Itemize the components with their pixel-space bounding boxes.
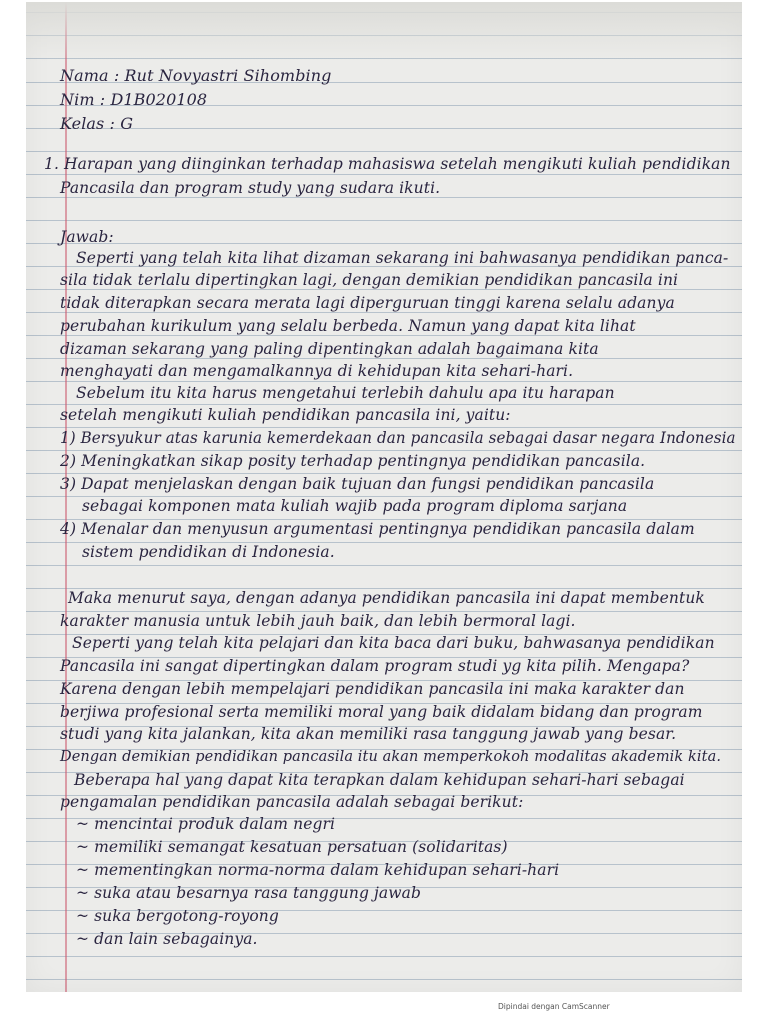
list-item: ~ suka atau besarnya rasa tanggung jawab: [76, 884, 421, 902]
paragraph-line: Maka menurut saya, dengan adanya pendidikan pancasila ini dapat membentuk: [68, 589, 705, 607]
list-item: sebagai komponen mata kuliah wajib pada program diploma sarjana: [82, 497, 628, 515]
paragraph-line: karakter manusia untuk lebih jauh baik, dan lebih bermoral lagi.: [60, 612, 576, 630]
list-item: 2) Meningkatkan sikap posity terhadap pentingnya pendidikan pancasila.: [60, 452, 646, 470]
scanner-watermark: Dipindai dengan CamScanner: [498, 1002, 610, 1011]
paragraph-line: perubahan kurikulum yang selalu berbeda. Namun yang dapat kita lihat: [60, 317, 636, 335]
list-item: 1) Bersyukur atas karunia kemerdekaan dan pancasila sebagai dasar negara Indonesia: [60, 429, 736, 447]
paragraph-line: Pancasila ini sangat dipertingkan dalam program studi yg kita pilih. Mengapa?: [60, 657, 690, 675]
paragraph-line: Sebelum itu kita harus mengetahui terlebih dahulu apa itu harapan: [76, 384, 615, 402]
paragraph-line: Seperti yang telah kita lihat dizaman sekarang ini bahwasanya pendidikan panca-: [76, 249, 729, 267]
paragraph-line: studi yang kita jalankan, kita akan memiliki rasa tanggung jawab yang besar.: [60, 725, 677, 743]
paragraph-line: Dengan demikian pendidikan pancasila itu akan memperkokoh modalitas akademik kita.: [60, 749, 722, 765]
paragraph-line: pengamalan pendidikan pancasila adalah sebagai berikut:: [60, 793, 524, 811]
list-item: ~ suka bergotong-royong: [76, 907, 279, 925]
paragraph-line: menghayati dan mengamalkannya di kehidupan kita sehari-hari.: [60, 362, 574, 380]
list-item: sistem pendidikan di Indonesia.: [82, 543, 335, 561]
paragraph-line: Seperti yang telah kita pelajari dan kita baca dari buku, bahwasanya pendidikan: [72, 634, 715, 652]
list-item: 4) Menalar dan menyusun argumentasi pentingnya pendidikan pancasila dalam: [60, 520, 695, 538]
answer-label: Jawab:: [60, 228, 114, 246]
list-item: ~ dan lain sebagainya.: [76, 930, 258, 948]
paragraph-line: tidak diterapkan secara merata lagi diperguruan tinggi karena selalu adanya: [60, 294, 675, 312]
paragraph-line: dizaman sekarang yang paling dipentingkan adalah bagaimana kita: [60, 340, 599, 358]
list-item: 3) Dapat menjelaskan dengan baik tujuan dan fungsi pendidikan pancasila: [60, 475, 655, 493]
list-item: ~ memiliki semangat kesatuan persatuan (solidaritas): [76, 838, 508, 856]
list-item: ~ mementingkan norma-norma dalam kehidupan sehari-hari: [76, 861, 560, 879]
list-item: ~ mencintai produk dalam negri: [76, 815, 336, 833]
paragraph-line: sila tidak terlalu dipertingkan lagi, dengan demikian pendidikan pancasila ini: [60, 271, 679, 289]
nim-line: Nim : D1B020108: [60, 90, 208, 109]
paragraph-line: Karena dengan lebih mempelajari pendidikan pancasila ini maka karakter dan: [60, 680, 685, 698]
question-line: 1. Harapan yang diinginkan terhadap mahasiswa setelah mengikuti kuliah pendidikan: [44, 155, 731, 173]
paragraph-line: setelah mengikuti kuliah pendidikan pancasila ini, yaitu:: [60, 406, 511, 424]
class-line: Kelas : G: [60, 114, 134, 133]
name-line: Nama : Rut Novyastri Sihombing: [60, 66, 332, 85]
question-line: Pancasila dan program study yang sudara ikuti.: [60, 179, 441, 197]
paragraph-line: Beberapa hal yang dapat kita terapkan dalam kehidupan sehari-hari sebagai: [74, 771, 685, 789]
paragraph-line: berjiwa profesional serta memiliki moral yang baik didalam bidang dan program: [60, 703, 703, 721]
